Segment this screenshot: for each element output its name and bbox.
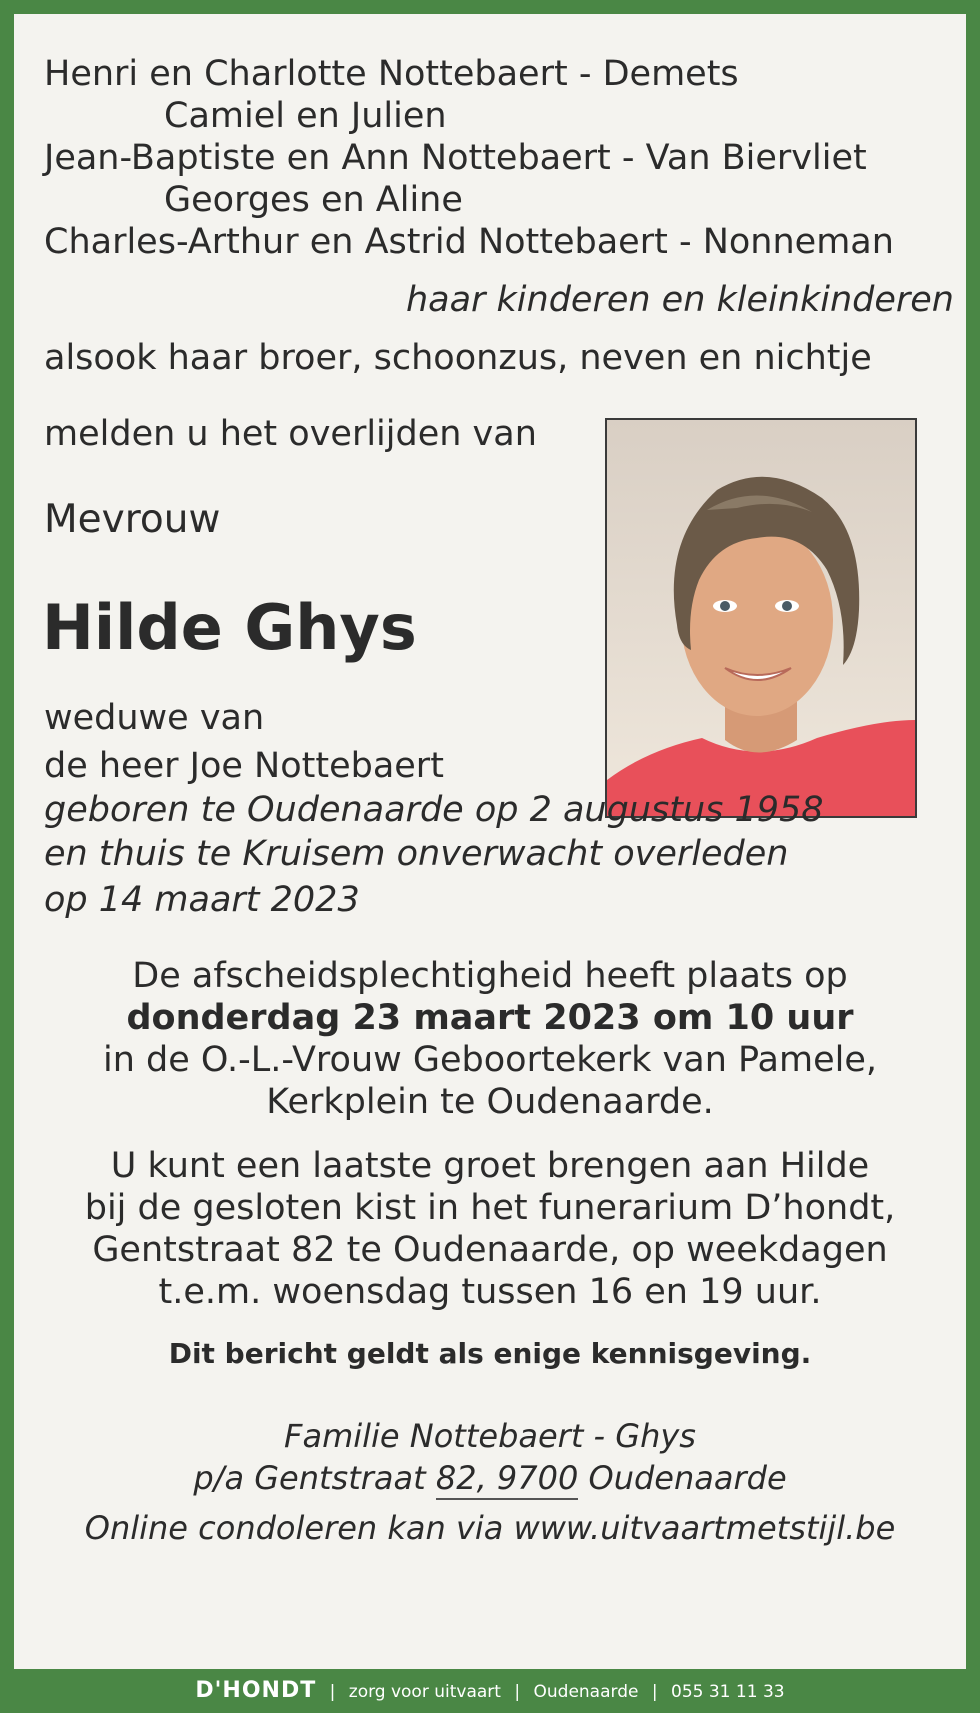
announce-intro: melden u het overlijden van [44,414,537,454]
family-line-7: alsook haar broer, schoonzus, neven en nichtje [44,338,872,378]
family-line-1: Henri en Charlotte Nottebaert - Demets [44,54,739,94]
footer-separator: | [514,1682,521,1702]
footer-brand: D'HONDT [195,1678,317,1703]
family-line-2: Camiel en Julien [164,96,447,136]
footer-separator: | [651,1682,658,1702]
birth-line-2: en thuis te Kruisem onverwacht overleden [44,834,789,874]
family-line-4: Georges en Aline [164,180,463,220]
family-line-6: haar kinderen en kleinkinderen [405,280,954,320]
family-line-3: Jean-Baptiste en Ann Nottebaert - Van Biervliet [44,138,867,178]
widow-line-1: weduwe van [44,698,265,738]
visit-line-3: Gentstraat 82 te Oudenaarde, op weekdagen [92,1230,888,1270]
deceased-name: Hilde Ghys [42,591,417,664]
footer-tagline: zorg voor uitvaart [348,1682,501,1702]
footer-phone: 055 31 11 33 [671,1682,785,1702]
contact-line-3: Online condoleren kan via www.uitvaartmetstijl.be [84,1509,896,1547]
death-notice [14,14,966,1669]
portrait-photo [605,418,917,818]
birth-line-3: op 14 maart 2023 [44,880,360,920]
announce-title: Mevrouw [44,497,221,542]
footer-city: Oudenaarde [533,1682,639,1702]
contact-line-1: Familie Nottebaert - Ghys [284,1417,696,1455]
visit-line-4: t.e.m. woensdag tussen 16 en 19 uur. [158,1272,822,1312]
widow-line-2: de heer Joe Nottebaert [44,746,444,786]
footer-separator: | [329,1682,336,1702]
ceremony-line-1: De afscheidsplechtigheid heeft plaats op [132,956,848,996]
family-line-5: Charles-Arthur en Astrid Nottebaert - Nonneman [44,222,894,262]
ceremony-date: donderdag 23 maart 2023 om 10 uur [126,998,854,1038]
visit-line-2: bij de gesloten kist in het funerarium D’hondt, [84,1188,896,1228]
visit-line-1: U kunt een laatste groet brengen aan Hilde [110,1146,870,1186]
ceremony-line-3: in de O.-L.-Vrouw Geboortekerk van Pamele, [102,1040,878,1080]
birth-line-1: geboren te Oudenaarde op 2 augustus 1958 [44,790,824,830]
contact-line-2: p/a Gentstraat 82, 9700 Oudenaarde [193,1459,787,1497]
portrait-illustration [607,420,915,816]
footer-bar [0,1669,980,1713]
ceremony-line-4: Kerkplein te Oudenaarde. [266,1082,714,1122]
notice-line: Dit bericht geldt als enige kennisgeving. [168,1337,812,1370]
